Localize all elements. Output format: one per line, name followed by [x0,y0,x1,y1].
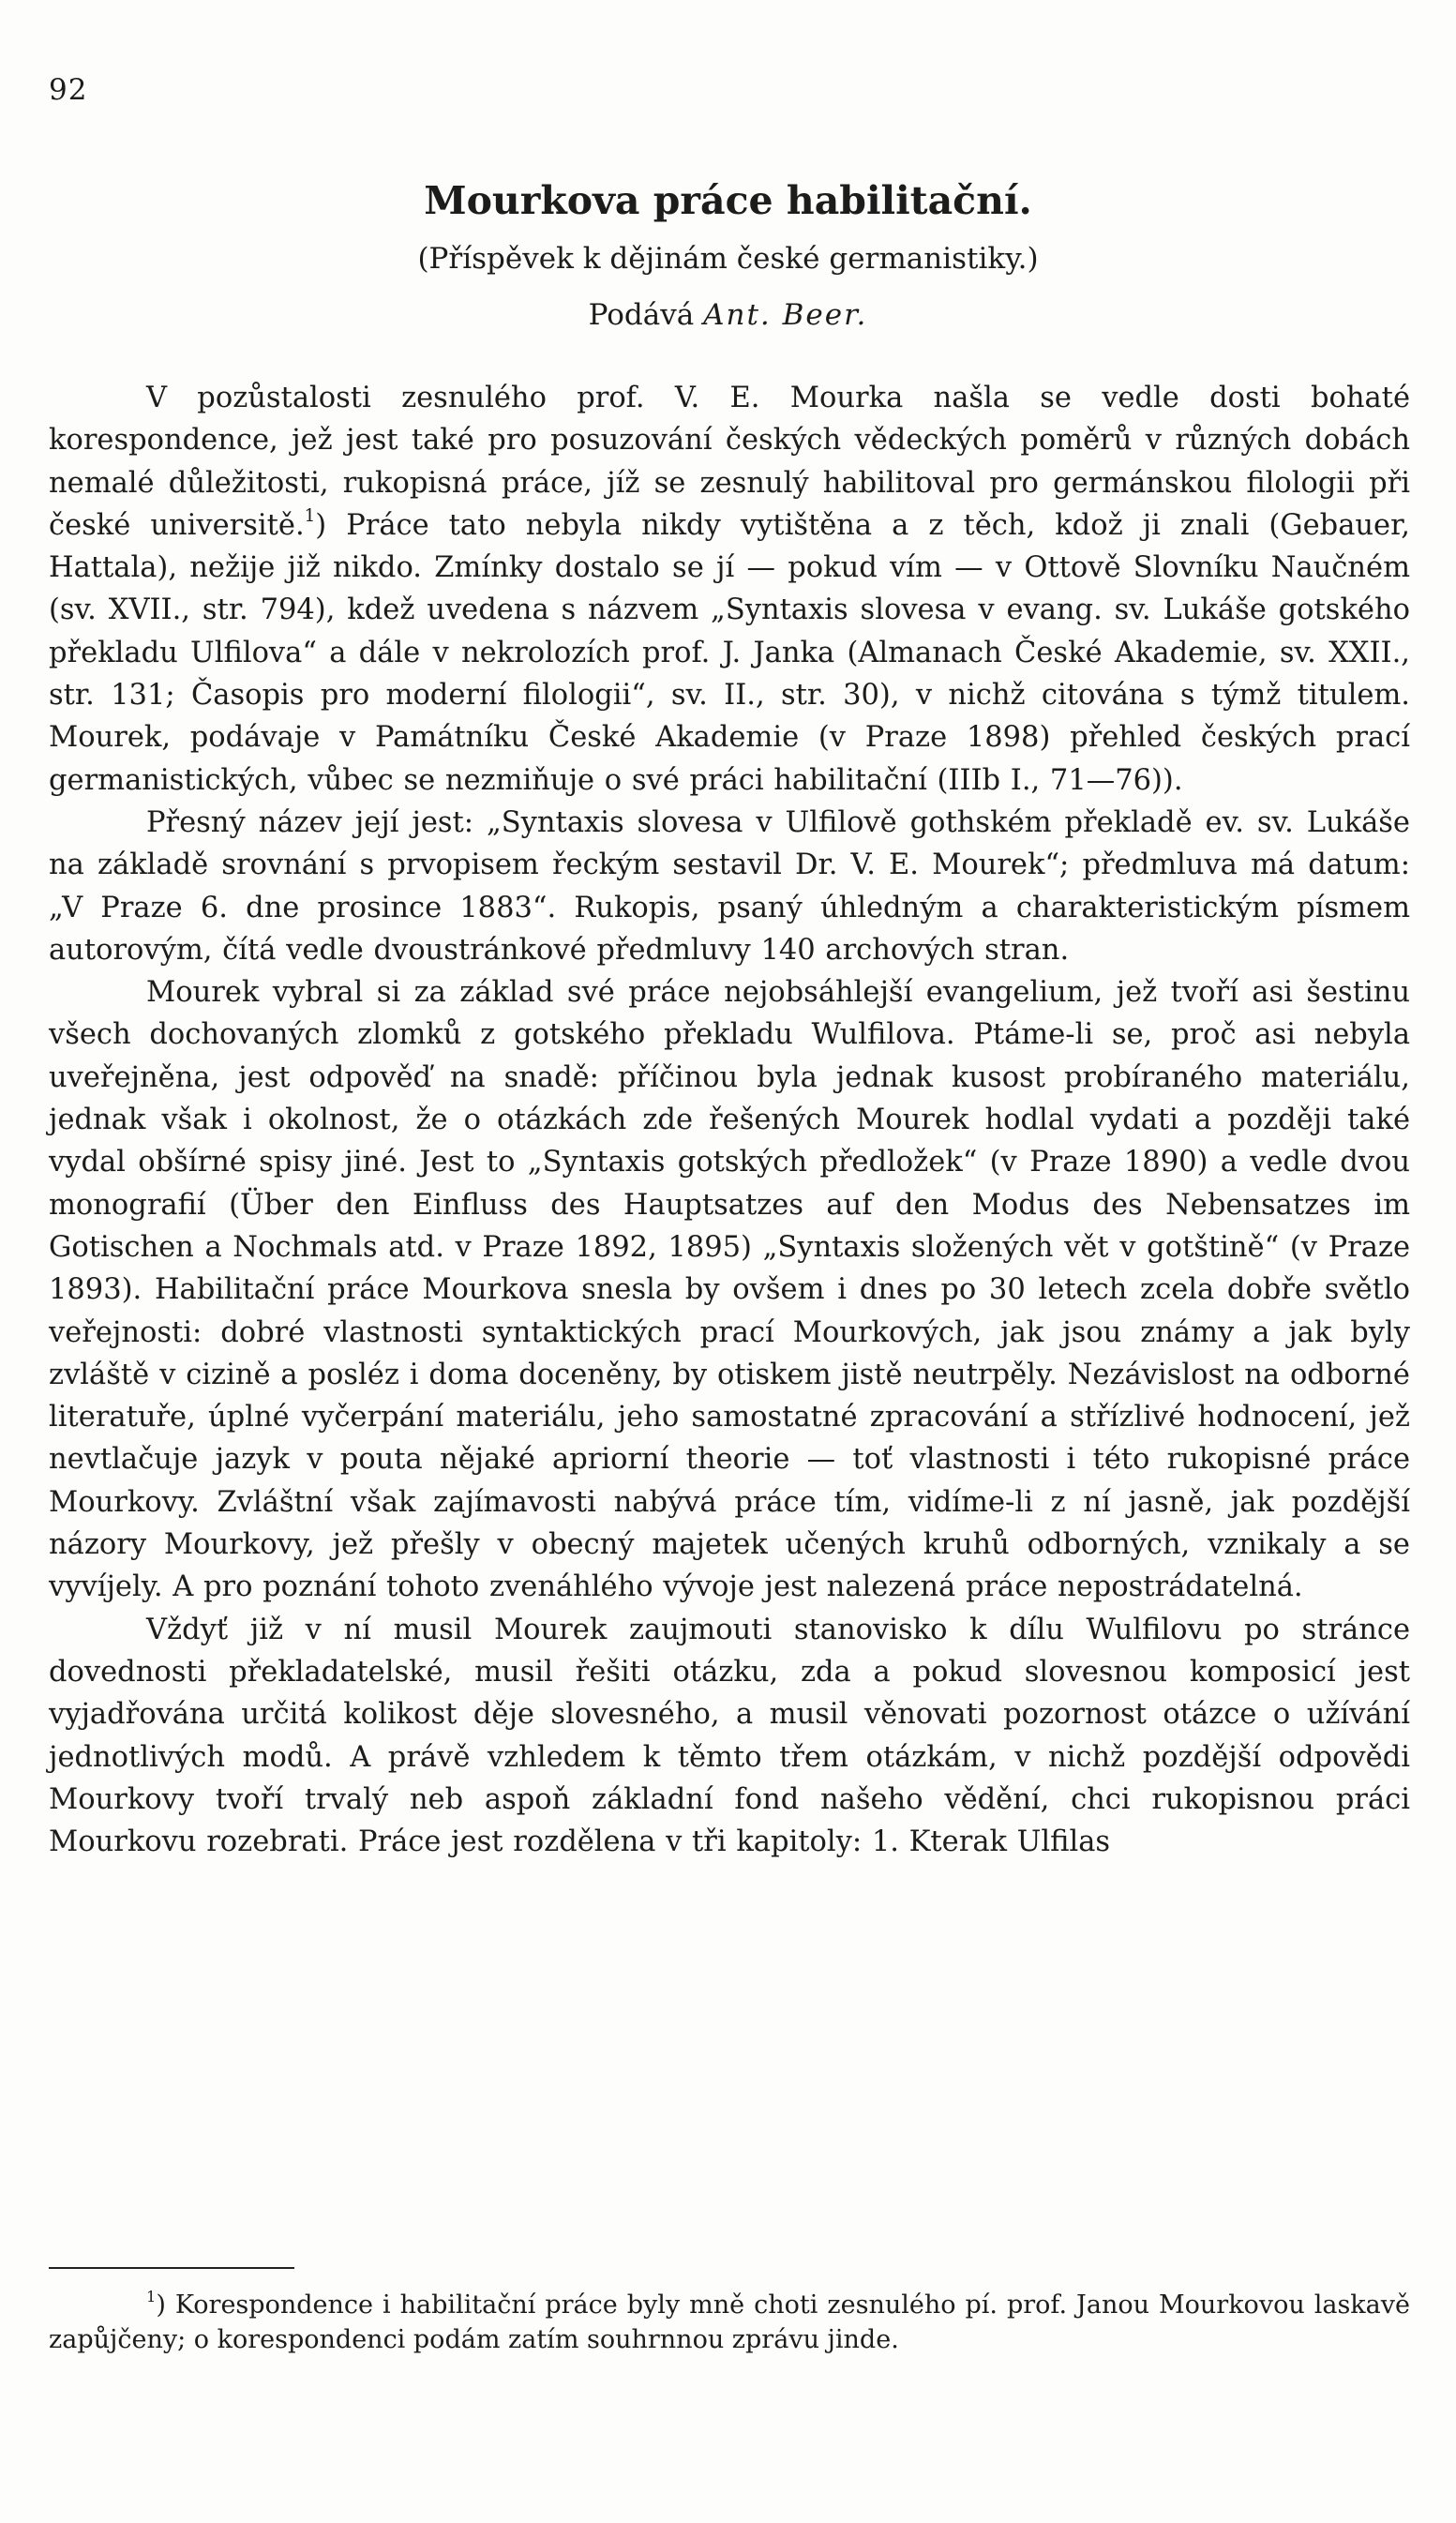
paragraph-1-text: V pozůstalosti zesnulého prof. V. E. Mourka našla se vedle dosti bohaté korespondence, jež jest také pro posuzování českých vědeckých poměrů v různých dobách nemalé důležitosti, rukopisná práce, jíž se zesnulý habilitoval pro germánskou filologii při české universitě. [49,382,1410,542]
byline [0,298,1456,332]
paragraph-1-continuation: ) Práce tato nebyla nikdy vytištěna a z těch, kdož ji znali (Gebauer, Hattala), nežije již nikdo. Zmínky dostalo se jí — pokud vím — v Ottově Slovníku Naučném (sv. XVII., str. 794), kdež uvedena s názvem „Syntaxis slovesa v evang. sv. Lukáše gotského překladu Ulfilova“ a dále v nekrolozích prof. J. Janka (Almanach České Akademie, sv. XXII., str. 131; Časopis pro moderní filologii“, sv. II., str. 30), v nichž citována s týmž titulem. Mourek, podávaje v Památníku České Akademie (v Praze 1898) přehled českých prací germanistických, vůbec se nezmiňuje o své práci habilitační (IIIb I., 71—76)). [49,508,1410,797]
author-name: Ant. Beer. [703,298,868,332]
paragraph-1 [49,377,1410,802]
footnote-divider [49,2267,294,2269]
paragraph-4: Vždyť již v ní musil Mourek zaujmouti stanovisko k dílu Wulfilovu po stránce dovednosti překladatelské, musil řešiti otázku, zda a pokud slovesnou komposicí jest vyjadřována určitá kolikost děje slovesného, a musil věnovati pozornost otázce o užívání jednotlivých modů. A právě vzhledem k těmto třem otázkám, v nichž pozdější odpovědi Mourkovy tvoří trvalý neb aspoň základní fond našeho vědění, chci rukopisnou práci Mourkovu rozebrati. Práce jest rozdělena v tři kapitoly: 1. Kterak Ulfilas [49,1613,1410,1859]
page-number: 92 [49,73,88,107]
byline-prefix: Podává [588,298,695,332]
article-title: Mourkova práce habilitační. [424,178,1032,223]
paragraph-2: Přesný název její jest: „Syntaxis slovesa v Ulfilově gothském překladě ev. sv. Lukáše na základě srovnání s prvopisem řeckým sestavil Dr. V. E. Mourek“; předmluva má datum: „V Praze 6. dne prosince 1883“. Rukopis, psaný úhledným a charakteristickým písmem autorovým, čítá vedle dvoustránkové předmluvy 140 archových stran. [49,805,1410,967]
footnote-reference[interactable]: 1 [304,506,316,526]
footnote-text: ) Korespondence i habilitační práce byly mně choti zesnulého pí. prof. Janou Mourkovou laskavě zapůjčeny; o korespondenci podám zatím souhrnnou zprávu jinde. [49,2290,1410,2354]
paragraph-3: Mourek vybral si za základ své práce nejobsáhlejší evangelium, jež tvoří asi šestinu všech dochovaných zlomků z gotského překladu Wulfilova. Ptáme-li se, proč asi nebyla uveřejněna, jest odpověď na snadě: příčinou byla jednak kusost probíraného materiálu, jednak však i okolnost, že o otázkách zde řešených Mourek hodlal vydati a později také vydal obšírné spisy jiné. Jest to „Syntaxis gotských předložek“ (v Praze 1890) a vedle dvou monografií (Über den Einfluss des Hauptsatzes auf den Modus des Nebensatzes im Gotischen a Nochmals atd. v Praze 1892, 1895) „Syntaxis složených vět v gotštině“ (v Praze 1893). Habilitační práce Mourkova snesla by ovšem i dnes po 30 letech zcela dobře světlo veřejnosti: dobré vlastnosti syntaktických prací Mourkových, jak jsou známy a jak byly zvláště v cizině a posléz i doma doceněny, by otiskem jistě neutrpěly. Nezávislost na odborné literatuře, úplné vyčerpání materiálu, jeho samostatné zpracování a střízlivé hodnocení, jež nevtlačuje jazyk v pouta nějaké apriorní theorie — toť vlastnosti i této rukopisné práce Mourkovy. Zvláštní však zajímavosti nabývá práce tím, vidíme-li z ní jasně, jak pozdější názory Mourkovy, jež přešly v obecný majetek učených kruhů odborných, vznikaly a se vyvíjely. A pro poznání tohoto zvenáhlého vývoje jest nalezená práce nepostrádatelná. [49,976,1410,1604]
footnote [49,2288,1410,2357]
article-body [49,377,1410,1863]
article-subtitle: (Příspěvek k dějinám české germanistiky.) [417,242,1039,276]
footnote-mark: 1 [146,2287,157,2305]
